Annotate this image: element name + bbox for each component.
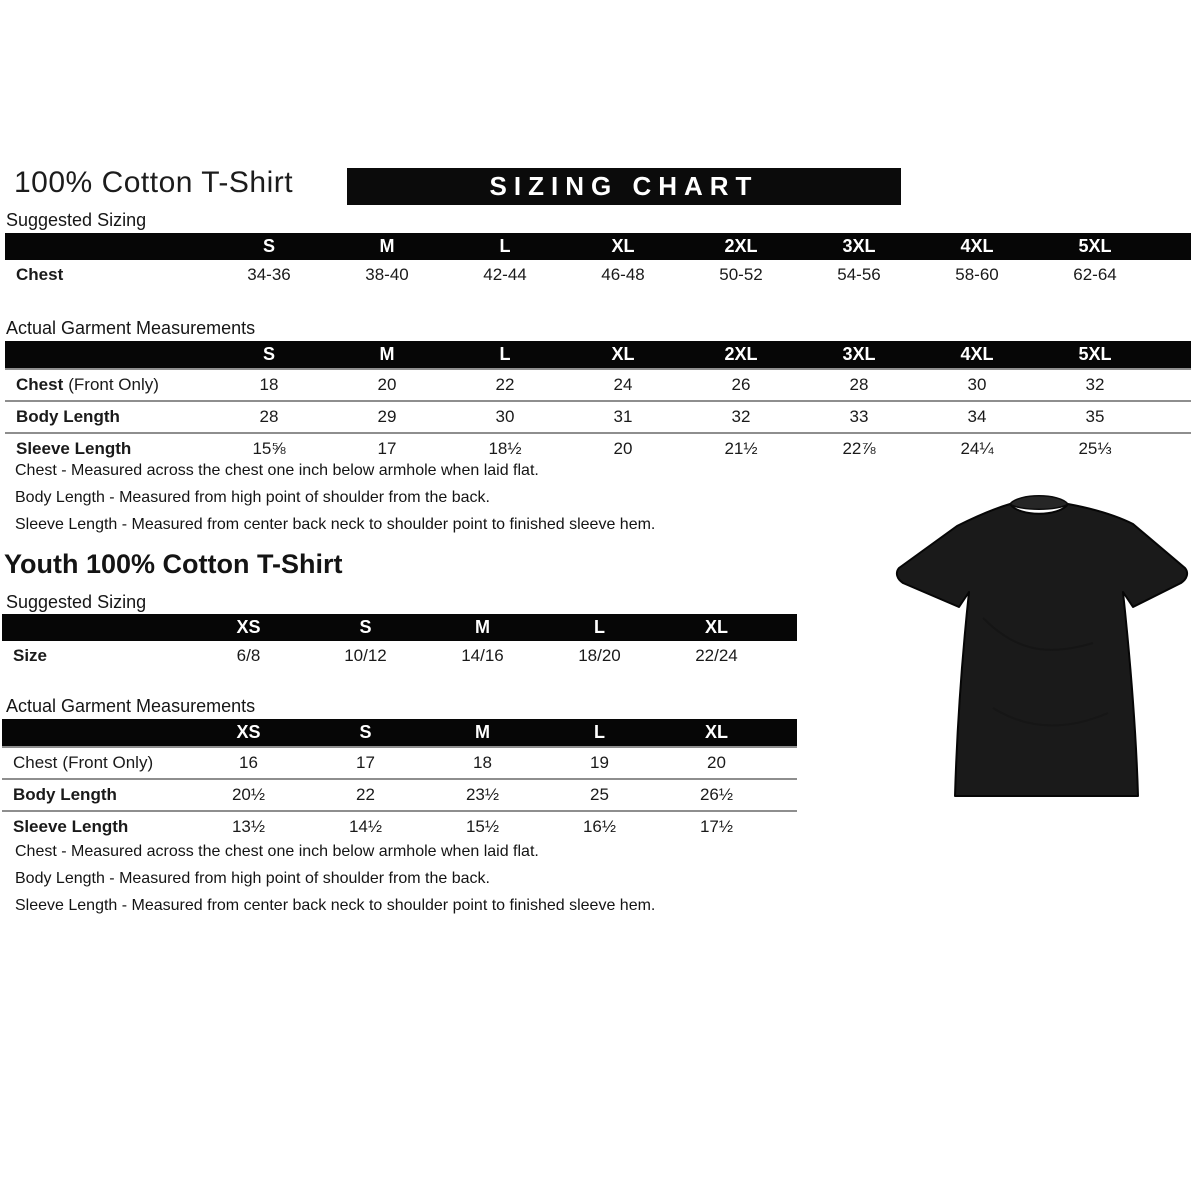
table-cell: 38-40 xyxy=(365,265,409,284)
table-cell-spacer xyxy=(775,641,797,671)
row-label-cell xyxy=(5,260,210,290)
table-cell: 26 xyxy=(682,369,800,401)
row-label-cell xyxy=(5,369,210,401)
youth-actual-measurements-table xyxy=(2,719,797,842)
table-cell: 18½ xyxy=(446,433,564,464)
table-cell: 18/20 xyxy=(578,646,621,665)
table-cell: 62-64 xyxy=(1073,265,1117,284)
table-cell: 28 xyxy=(800,369,918,401)
table-cell: 20 xyxy=(658,747,775,779)
table-cell: 34-36 xyxy=(247,265,291,284)
column-header: L xyxy=(541,719,658,747)
table-cell-spacer xyxy=(1154,401,1191,433)
table-cell: 21½ xyxy=(682,433,800,464)
table-header-row xyxy=(5,341,1191,369)
table-header-row xyxy=(2,614,797,641)
note-chest: Chest - Measured across the chest one inch below armhole when laid flat. xyxy=(15,843,539,860)
table-cell: 16½ xyxy=(541,811,658,842)
column-header: 5XL xyxy=(1036,233,1154,260)
adult-suggested-sizing-table xyxy=(5,233,1191,290)
table-cell-spacer xyxy=(775,779,797,811)
table-cell: 32 xyxy=(1036,369,1154,401)
table-row-chest xyxy=(5,369,1191,401)
row-label: Sleeve Length xyxy=(13,817,129,836)
table-cell-spacer xyxy=(1154,369,1191,401)
column-header: 4XL xyxy=(918,233,1036,260)
table-cell: 6/8 xyxy=(236,646,261,665)
column-header: XL xyxy=(658,614,775,641)
table-cell: 14/16 xyxy=(461,646,504,665)
column-header: XL xyxy=(564,233,682,260)
column-header: 3XL xyxy=(800,233,918,260)
youth-measurement-notes xyxy=(15,843,655,924)
table-cell: 22⅞ xyxy=(800,433,918,464)
table-cell: 18 xyxy=(210,369,328,401)
table-row-size xyxy=(2,641,797,671)
table-cell: 22/24 xyxy=(695,646,738,665)
table-cell: 20 xyxy=(328,369,446,401)
table-cell: 58-60 xyxy=(955,265,999,284)
table-cell: 24¼ xyxy=(918,433,1036,464)
table-cell: 13½ xyxy=(190,811,307,842)
table-cell: 31 xyxy=(564,401,682,433)
header-spacer xyxy=(775,719,797,747)
header-spacer xyxy=(775,614,797,641)
column-header: S xyxy=(307,719,424,747)
table-cell: 23½ xyxy=(424,779,541,811)
column-header: S xyxy=(210,341,328,369)
table-row-body-length xyxy=(2,779,797,811)
table-cell: 32 xyxy=(682,401,800,433)
note-chest: Chest - Measured across the chest one inch below armhole when laid flat. xyxy=(15,462,539,479)
row-label: Chest xyxy=(16,265,64,284)
column-header: L xyxy=(446,233,564,260)
adult-measurement-notes xyxy=(15,462,655,543)
row-label-suffix: (Front Only) xyxy=(68,375,159,394)
youth-section-title: Youth 100% Cotton T-Shirt xyxy=(4,549,343,579)
table-cell-spacer xyxy=(775,811,797,842)
column-header: S xyxy=(210,233,328,260)
table-cell: 25⅓ xyxy=(1036,433,1154,464)
table-cell: 33 xyxy=(800,401,918,433)
table-cell: 15½ xyxy=(424,811,541,842)
table-cell: 28 xyxy=(210,401,328,433)
row-label: Body Length xyxy=(13,785,117,804)
row-label-cell xyxy=(2,811,190,842)
table-row xyxy=(5,260,1191,290)
page-title: 100% Cotton T-Shirt xyxy=(14,166,294,199)
table-cell: 16 xyxy=(190,747,307,779)
black-tshirt-image xyxy=(893,478,1193,808)
table-cell: 42-44 xyxy=(483,265,527,284)
row-label-cell xyxy=(2,779,190,811)
row-label-cell xyxy=(5,401,210,433)
table-cell: 15⅝ xyxy=(210,433,328,464)
table-cell: 35 xyxy=(1036,401,1154,433)
table-cell: 30 xyxy=(446,401,564,433)
table-row-sleeve-length xyxy=(2,811,797,842)
table-cell: 30 xyxy=(918,369,1036,401)
note-sleeve-length: Sleeve Length - Measured from center back neck to shoulder point to finished sleeve hem. xyxy=(15,516,656,533)
adult-actual-measurements-table xyxy=(5,341,1191,464)
table-header-row xyxy=(2,719,797,747)
tshirt-collar-shape xyxy=(1010,496,1068,510)
column-header: XS xyxy=(190,719,307,747)
column-header: XL xyxy=(564,341,682,369)
table-cell: 50-52 xyxy=(719,265,763,284)
table-cell: 14½ xyxy=(307,811,424,842)
note-body-length: Body Length - Measured from high point of shoulder from the back. xyxy=(15,489,490,506)
table-cell: 22 xyxy=(446,369,564,401)
table-cell: 26½ xyxy=(658,779,775,811)
header-spacer xyxy=(1154,341,1191,369)
header-spacer xyxy=(1154,233,1191,260)
header-spacer xyxy=(5,233,210,260)
note-sleeve-length: Sleeve Length - Measured from center back neck to shoulder point to finished sleeve hem. xyxy=(15,897,656,914)
table-cell: 24 xyxy=(564,369,682,401)
row-label: Chest xyxy=(13,753,58,772)
table-cell: 25 xyxy=(541,779,658,811)
table-cell: 46-48 xyxy=(601,265,645,284)
column-header: XS xyxy=(190,614,307,641)
youth-suggested-sizing-table xyxy=(2,614,797,671)
column-header: M xyxy=(424,614,541,641)
note-body-length: Body Length - Measured from high point of shoulder from the back. xyxy=(15,870,490,887)
table-cell: 17½ xyxy=(658,811,775,842)
table-cell: 20½ xyxy=(190,779,307,811)
table-cell-spacer xyxy=(1154,433,1191,464)
table-row-body-length xyxy=(5,401,1191,433)
column-header: 2XL xyxy=(682,233,800,260)
column-header: M xyxy=(328,233,446,260)
sizing-chart-banner: SIZING CHART xyxy=(347,168,901,205)
table-cell: 22 xyxy=(307,779,424,811)
column-header: M xyxy=(328,341,446,369)
row-label-suffix: (Front Only) xyxy=(62,753,154,772)
adult-suggested-sizing-label: Suggested Sizing xyxy=(6,210,147,230)
table-header-row xyxy=(5,233,1191,260)
column-header: L xyxy=(446,341,564,369)
column-header: 2XL xyxy=(682,341,800,369)
column-header: M xyxy=(424,719,541,747)
table-cell-spacer xyxy=(775,747,797,779)
table-cell: 54-56 xyxy=(837,265,881,284)
table-cell: 18 xyxy=(424,747,541,779)
row-label-cell xyxy=(2,641,190,671)
table-row-chest xyxy=(2,747,797,779)
column-header: 5XL xyxy=(1036,341,1154,369)
header-spacer xyxy=(2,719,190,747)
table-cell: 10/12 xyxy=(344,646,387,665)
table-cell: 29 xyxy=(328,401,446,433)
row-label: Size xyxy=(13,646,48,665)
column-header: XL xyxy=(658,719,775,747)
table-cell: 20 xyxy=(564,433,682,464)
header-spacer xyxy=(2,614,190,641)
row-label-cell xyxy=(2,747,190,779)
row-label-cell xyxy=(5,433,210,464)
table-cell: 34 xyxy=(918,401,1036,433)
row-label: Body Length xyxy=(16,407,120,426)
row-label: Sleeve Length xyxy=(16,439,132,458)
table-cell: 17 xyxy=(307,747,424,779)
column-header: 4XL xyxy=(918,341,1036,369)
table-row-sleeve-length xyxy=(5,433,1191,464)
header-spacer xyxy=(5,341,210,369)
adult-actual-measurements-label: Actual Garment Measurements xyxy=(6,318,256,338)
youth-suggested-sizing-label: Suggested Sizing xyxy=(6,592,147,612)
table-cell: 17 xyxy=(328,433,446,464)
row-label: Chest xyxy=(16,375,64,394)
youth-actual-measurements-label: Actual Garment Measurements xyxy=(6,696,256,716)
column-header: S xyxy=(307,614,424,641)
column-header: L xyxy=(541,614,658,641)
column-header: 3XL xyxy=(800,341,918,369)
table-cell: 19 xyxy=(541,747,658,779)
table-cell-spacer xyxy=(1154,260,1191,290)
